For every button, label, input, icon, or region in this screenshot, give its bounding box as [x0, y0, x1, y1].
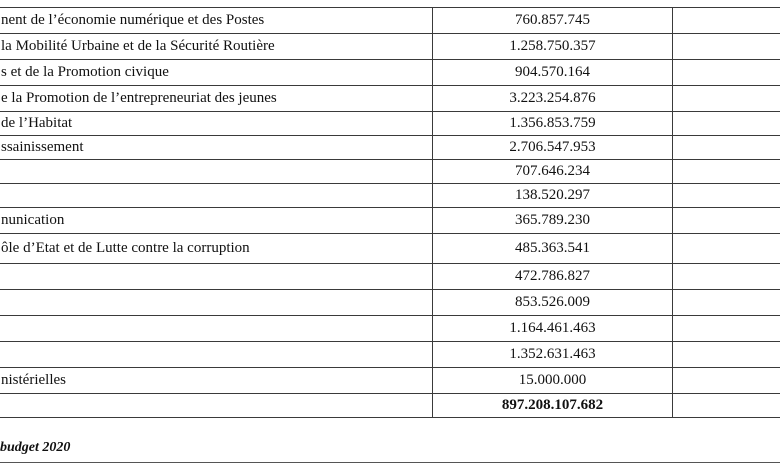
row-label: e la Promotion de l’entrepreneuriat des jeunes: [0, 86, 433, 112]
total-label: [0, 394, 433, 418]
row-extra: [673, 234, 780, 264]
row-extra: [673, 184, 780, 208]
row-label: [0, 316, 433, 342]
row-extra: [673, 316, 780, 342]
row-amount: 2.706.547.953: [433, 136, 673, 160]
row-extra: [673, 136, 780, 160]
row-amount: 485.363.541: [433, 234, 673, 264]
row-label: [0, 264, 433, 290]
row-extra: [673, 264, 780, 290]
total-extra: [673, 394, 780, 418]
row-extra: [673, 290, 780, 316]
table-row: [0, 160, 780, 184]
table-row: [0, 112, 780, 136]
row-label: de l’Habitat: [0, 112, 433, 136]
table-row: [0, 368, 780, 394]
total-amount: 897.208.107.682: [433, 394, 673, 418]
row-label: s et de la Promotion civique: [0, 60, 433, 86]
table-source-note: budget 2020: [0, 440, 71, 455]
row-amount: 365.789.230: [433, 208, 673, 234]
table-row: [0, 234, 780, 264]
row-label: [0, 342, 433, 368]
row-amount: 707.646.234: [433, 160, 673, 184]
row-amount: 1.164.461.463: [433, 316, 673, 342]
table-row: [0, 8, 780, 34]
row-extra: [673, 112, 780, 136]
row-extra: [673, 342, 780, 368]
row-amount: 3.223.254.876: [433, 86, 673, 112]
row-amount: 1.356.853.759: [433, 112, 673, 136]
table-row: [0, 316, 780, 342]
row-label: ssainissement: [0, 136, 433, 160]
row-label: nistérielles: [0, 368, 433, 394]
total-row: [0, 394, 780, 418]
table-row: [0, 60, 780, 86]
table-row: [0, 342, 780, 368]
row-amount: 138.520.297: [433, 184, 673, 208]
row-label: la Mobilité Urbaine et de la Sécurité Routière: [0, 34, 433, 60]
table-row: [0, 136, 780, 160]
row-amount: 472.786.827: [433, 264, 673, 290]
row-amount: 760.857.745: [433, 8, 673, 34]
row-extra: [673, 160, 780, 184]
table-row: [0, 86, 780, 112]
table-row: [0, 264, 780, 290]
row-amount: 15.000.000: [433, 368, 673, 394]
table-row: [0, 34, 780, 60]
row-extra: [673, 208, 780, 234]
row-extra: [673, 86, 780, 112]
table-row: [0, 184, 780, 208]
row-amount: 1.258.750.357: [433, 34, 673, 60]
row-label: nent de l’économie numérique et des Postes: [0, 8, 433, 34]
row-extra: [673, 8, 780, 34]
row-extra: [673, 368, 780, 394]
row-amount: 1.352.631.463: [433, 342, 673, 368]
bottom-divider: [0, 462, 780, 463]
row-extra: [673, 34, 780, 60]
table-row: [0, 290, 780, 316]
row-label: ôle d’Etat et de Lutte contre la corruption: [0, 234, 433, 264]
row-label: [0, 184, 433, 208]
table-row: [0, 208, 780, 234]
row-label: [0, 290, 433, 316]
row-amount: 853.526.009: [433, 290, 673, 316]
row-label: [0, 160, 433, 184]
budget-table-container: [0, 7, 780, 418]
row-amount: 904.570.164: [433, 60, 673, 86]
row-extra: [673, 60, 780, 86]
budget-table: [0, 7, 780, 418]
row-label: nunication: [0, 208, 433, 234]
